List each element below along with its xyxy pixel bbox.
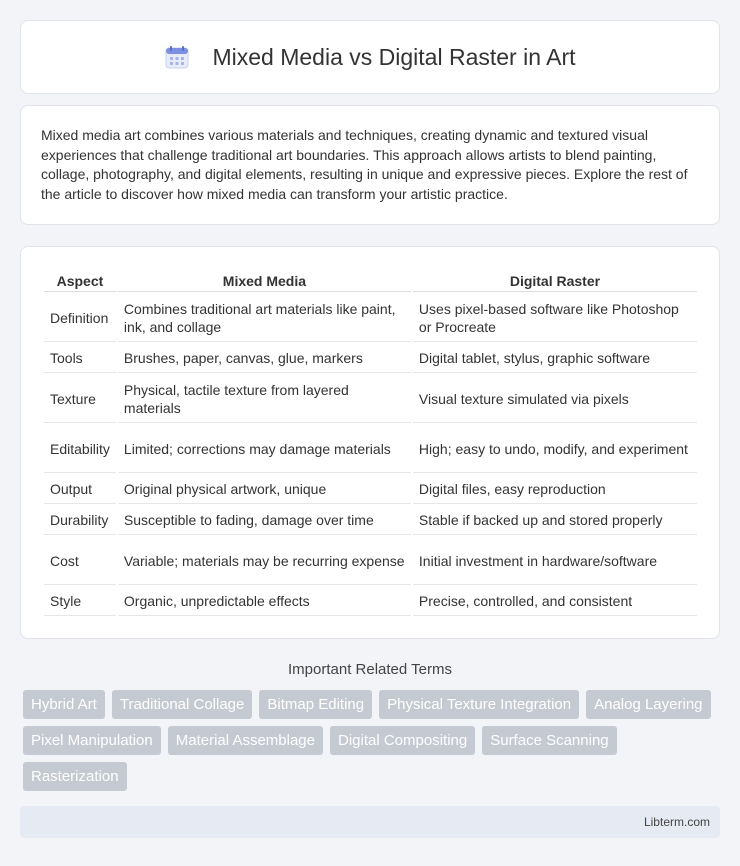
table-row: [44, 344, 697, 373]
related-term-tag[interactable]: Bitmap Editing: [259, 690, 372, 719]
related-term-tag[interactable]: Analog Layering: [586, 690, 710, 719]
table-cell-digital-raster: Digital tablet, stylus, graphic software: [413, 344, 697, 373]
related-term-tag[interactable]: Material Assemblage: [168, 726, 323, 755]
table-row: [44, 294, 697, 342]
column-header-mixed-media: Mixed Media: [118, 269, 411, 292]
related-term-tag[interactable]: Pixel Manipulation: [23, 726, 161, 755]
table-cell-mixed-media: Organic, unpredictable effects: [118, 587, 411, 616]
table-cell-aspect: Style: [44, 587, 116, 616]
related-term-tag[interactable]: Digital Compositing: [330, 726, 475, 755]
table-row: [44, 475, 697, 504]
table-cell-aspect: Output: [44, 475, 116, 504]
page-title: Mixed Media vs Digital Raster in Art: [212, 43, 576, 70]
related-term-tag[interactable]: Surface Scanning: [482, 726, 616, 755]
table-cell-mixed-media: Variable; materials may be recurring expense: [118, 537, 411, 585]
column-header-aspect: Aspect: [44, 269, 116, 292]
table-row: [44, 375, 697, 423]
table-cell-mixed-media: Combines traditional art materials like paint, ink, and collage: [118, 294, 411, 342]
related-terms-list: [20, 690, 720, 798]
related-term-tag[interactable]: Rasterization: [23, 762, 127, 791]
table-cell-digital-raster: Digital files, easy reproduction: [413, 475, 697, 504]
table-cell-digital-raster: Initial investment in hardware/software: [413, 537, 697, 585]
table-cell-digital-raster: High; easy to undo, modify, and experiment: [413, 425, 697, 473]
comparison-table: [42, 267, 699, 618]
table-cell-mixed-media: Susceptible to fading, damage over time: [118, 506, 411, 535]
table-cell-mixed-media: Limited; corrections may damage materials: [118, 425, 411, 473]
table-header-row: [44, 269, 697, 292]
table-cell-aspect: Texture: [44, 375, 116, 423]
table-cell-mixed-media: Original physical artwork, unique: [118, 475, 411, 504]
table-cell-aspect: Cost: [44, 537, 116, 585]
calendar-icon: [164, 44, 190, 70]
table-cell-digital-raster: Visual texture simulated via pixels: [413, 375, 697, 423]
intro-text: Mixed media art combines various materials and techniques, creating dynamic and textured visual experiences that challenge traditional art boundaries. This approach allows artists to blend painting, collage, photography, and digital elements, resulting in unique and expressive pieces. Explore the rest of the article to discover how mixed media can transform your artistic practice.: [41, 127, 688, 202]
intro-card: [20, 105, 720, 225]
related-term-tag[interactable]: Hybrid Art: [23, 690, 105, 719]
table-row: [44, 425, 697, 473]
related-term-tag[interactable]: Physical Texture Integration: [379, 690, 579, 719]
column-header-digital-raster: Digital Raster: [413, 269, 697, 292]
related-terms-title: Important Related Terms: [288, 661, 452, 678]
table-cell-aspect: Definition: [44, 294, 116, 342]
related-term-tag[interactable]: Traditional Collage: [112, 690, 253, 719]
table-cell-mixed-media: Physical, tactile texture from layered materials: [118, 375, 411, 423]
table-cell-mixed-media: Brushes, paper, canvas, glue, markers: [118, 344, 411, 373]
footer-site-link[interactable]: Libterm.com: [643, 815, 710, 829]
table-cell-digital-raster: Stable if backed up and stored properly: [413, 506, 697, 535]
table-row: [44, 537, 697, 585]
footer: [20, 806, 720, 838]
header-card: [20, 20, 720, 94]
table-row: [44, 587, 697, 616]
table-cell-digital-raster: Uses pixel-based software like Photoshop or Procreate: [413, 294, 697, 342]
table-cell-aspect: Editability: [44, 425, 116, 473]
comparison-card: [20, 246, 720, 639]
table-row: [44, 506, 697, 535]
table-cell-aspect: Durability: [44, 506, 116, 535]
table-cell-digital-raster: Precise, controlled, and consistent: [413, 587, 697, 616]
table-cell-aspect: Tools: [44, 344, 116, 373]
